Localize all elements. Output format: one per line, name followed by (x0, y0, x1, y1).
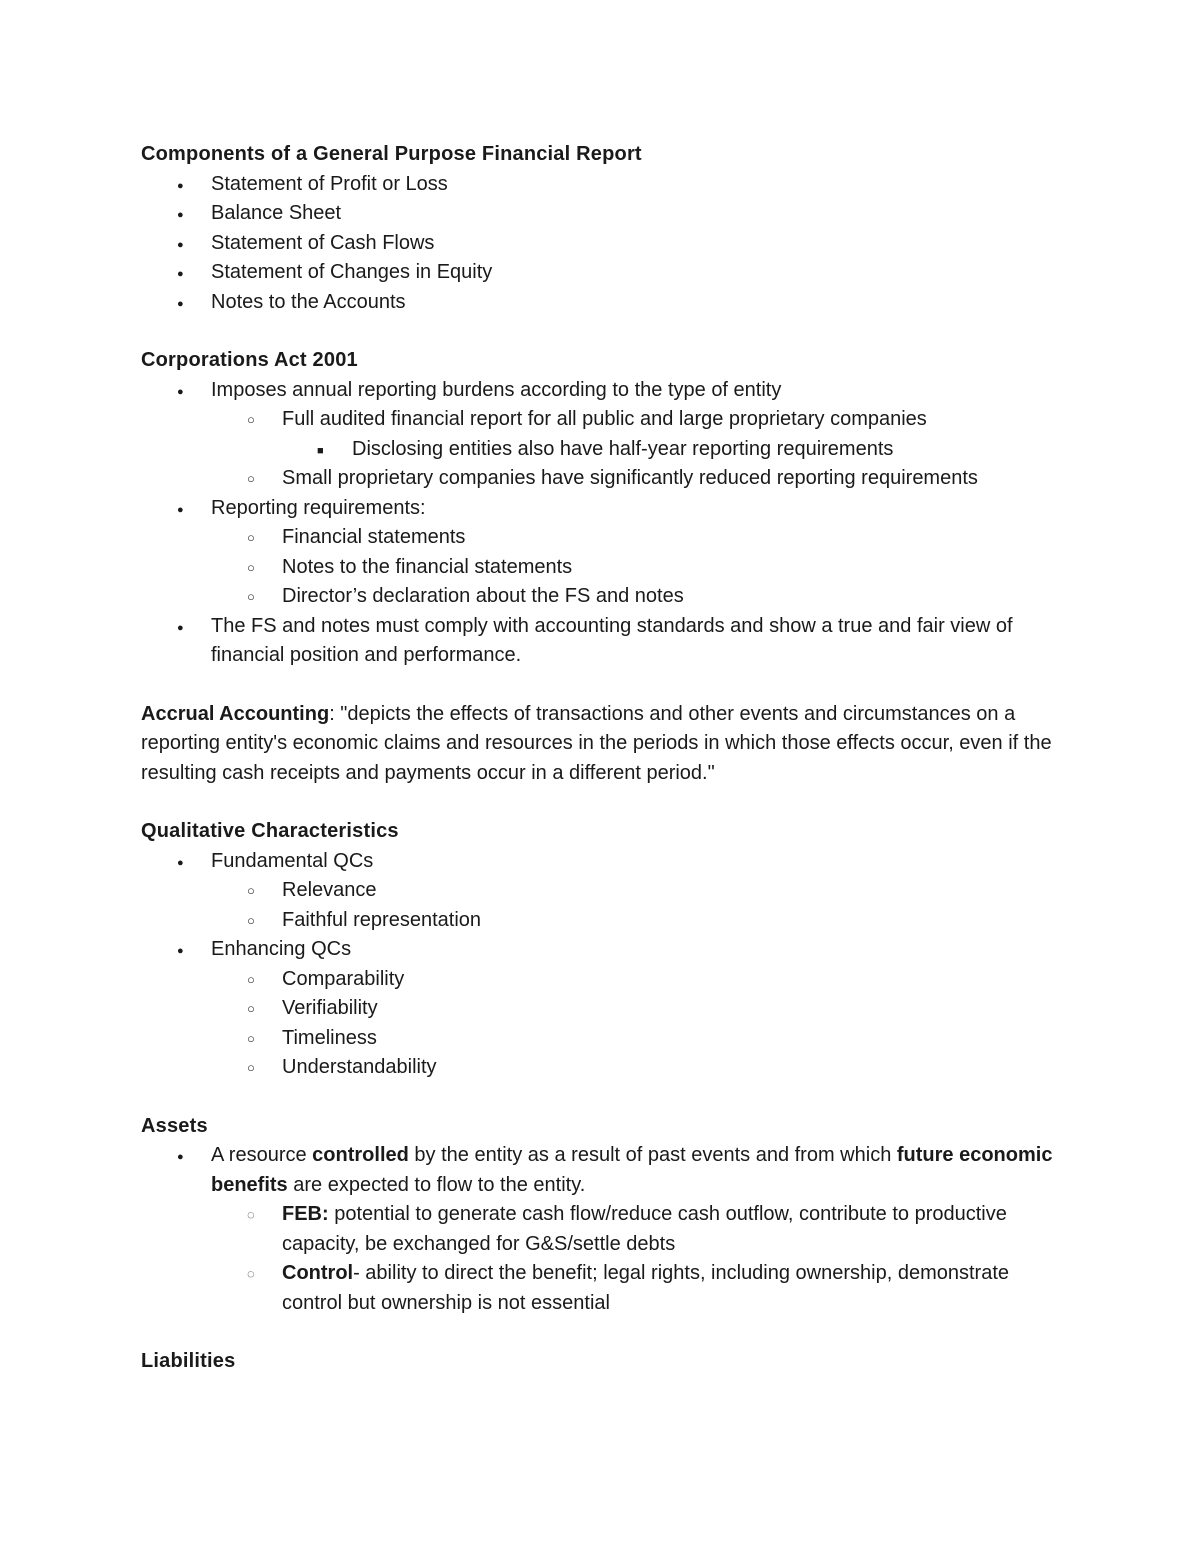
list-item: ● Statement of Cash Flows (141, 229, 1071, 259)
list-item: ● Statement of Profit or Loss (141, 170, 1071, 200)
bullet-disc-icon (177, 494, 184, 526)
bullet-disc-icon (177, 199, 184, 231)
list-item: ● Reporting requirements: (141, 494, 1071, 524)
list-item: ○ Full audited financial report for all public and large proprietary companies (141, 405, 1071, 435)
bullet-square-icon (317, 435, 324, 467)
bullet-circle-icon (247, 906, 255, 936)
list-item: ○ Relevance (141, 876, 1071, 906)
bullet-disc-icon (177, 612, 184, 644)
components-heading: Components of a General Purpose Financial Report (141, 143, 642, 165)
bullet-disc-icon (177, 170, 184, 202)
liabilities-heading: Liabilities (141, 1350, 236, 1372)
list-item: ● Balance Sheet (141, 199, 1071, 229)
list-item: ● Notes to the Accounts (141, 288, 1071, 318)
list-item: ● Enhancing QCs (141, 935, 1071, 965)
list-item: ● Fundamental QCs (141, 847, 1071, 877)
bullet-circle-icon (247, 876, 255, 906)
bullet-disc-icon (177, 376, 184, 408)
bullet-disc-icon (177, 1141, 184, 1173)
list-item: ○ Small proprietary companies have significantly reduced reporting requirements (141, 464, 1071, 494)
bullet-disc-icon (177, 258, 184, 290)
list-item: ● Imposes annual reporting burdens according to the type of entity (141, 376, 1071, 406)
bullet-dotted-circle-icon (247, 1259, 255, 1289)
bullet-circle-icon (247, 553, 255, 583)
document-page (141, 140, 1071, 1377)
list-item: ○ Notes to the financial statements (141, 553, 1071, 583)
list-item: ● The FS and notes must comply with accounting standards and show a true and fair view of financial position and performance. (141, 612, 1071, 671)
bullet-circle-icon (247, 965, 255, 995)
list-item: ○ Director’s declaration about the FS and notes (141, 582, 1071, 612)
bullet-circle-icon (247, 523, 255, 553)
bullet-circle-icon (247, 994, 255, 1024)
bullet-circle-icon (247, 464, 255, 494)
list-item: ◌ FEB: potential to generate cash flow/reduce cash outflow, contribute to productive capacity, be exchanged for G&S/settle debts (141, 1200, 1071, 1259)
bullet-circle-icon (247, 1024, 255, 1054)
bullet-disc-icon (177, 935, 184, 967)
bullet-circle-icon (247, 1053, 255, 1083)
list-item: ○ Understandability (141, 1053, 1071, 1083)
bullet-disc-icon (177, 229, 184, 261)
list-item: ● Statement of Changes in Equity (141, 258, 1071, 288)
bullet-disc-icon (177, 288, 184, 320)
bullet-circle-icon (247, 405, 255, 435)
bullet-circle-icon (247, 582, 255, 612)
list-item: ○ Verifiability (141, 994, 1071, 1024)
list-item: ◌ Control- ability to direct the benefit; legal rights, including ownership, demonstrate control but ownership is not essential (141, 1259, 1071, 1318)
accrual-term: Accrual Accounting (141, 702, 330, 725)
list-item: ○ Faithful representation (141, 906, 1071, 936)
accrual-definition: : "depicts the effects of transactions and other events and circumstances on a reporting entity's economic claims and resources in the periods in which those effects occur, even if the resulting cash receipts and payments occur in a different period." (141, 702, 1052, 784)
bullet-disc-icon (177, 847, 184, 879)
corporations-heading: Corporations Act 2001 (141, 349, 358, 371)
bullet-dotted-circle-icon (247, 1200, 255, 1230)
assets-heading: Assets (141, 1114, 208, 1137)
list-item: ● A resource controlled by the entity as a result of past events and from which future economic benefits are expected to flow to the entity. (141, 1141, 1071, 1200)
list-item: ○ Financial statements (141, 523, 1071, 553)
qualitative-heading: Qualitative Characteristics (141, 820, 399, 842)
list-item: ■ Disclosing entities also have half-year reporting requirements (141, 435, 1071, 465)
list-item: ○ Timeliness (141, 1024, 1071, 1054)
accrual-paragraph (141, 700, 1071, 789)
list-item: ○ Comparability (141, 965, 1071, 995)
